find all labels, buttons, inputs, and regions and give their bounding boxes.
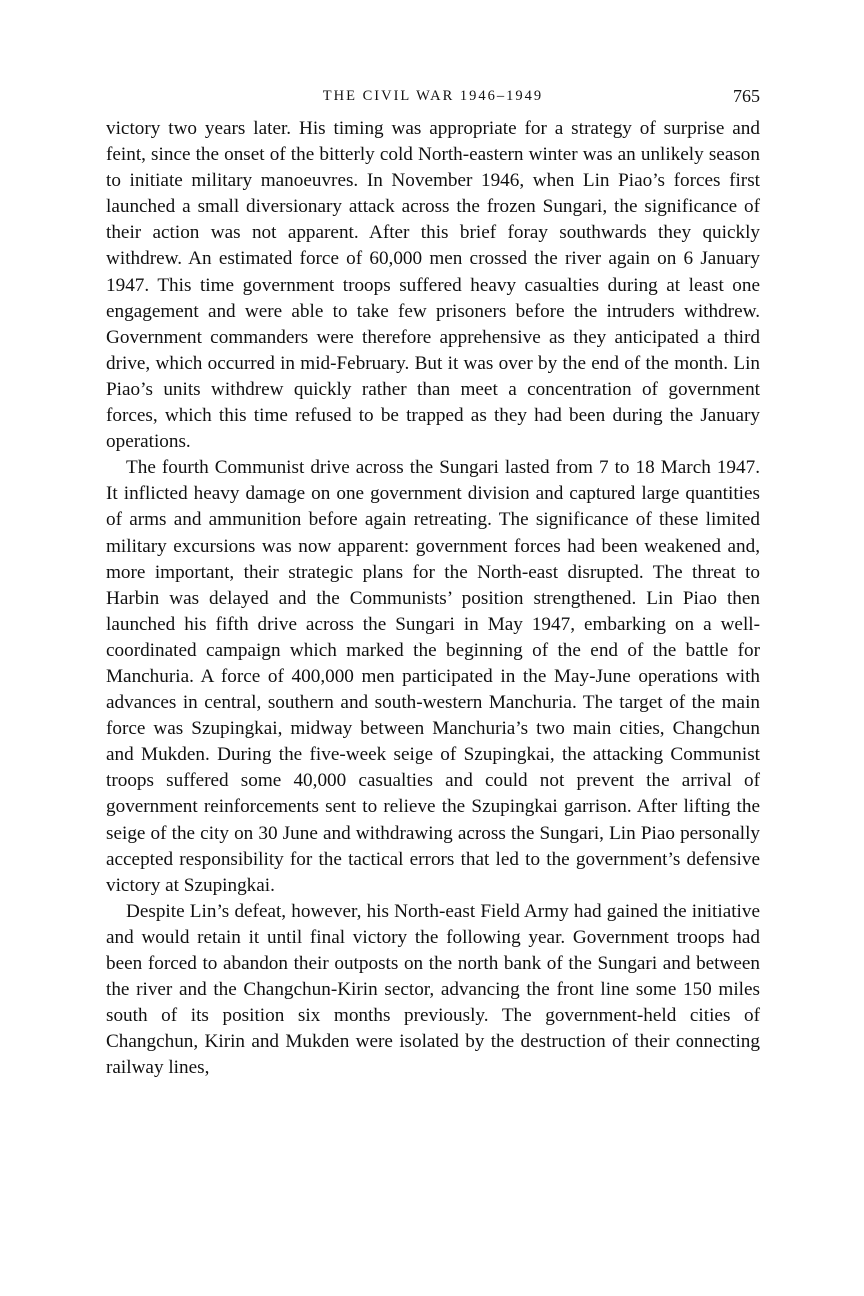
- running-header: [106, 86, 760, 116]
- paragraph: Despite Lin’s defeat, however, his North-east Field Army had gained the initiative and would retain it until final victory the following year. Government troops had been forced to abandon their outposts on the north bank of the Sungari and between the river and the Changchun-Kirin sector, advancing the front line some 150 miles south of its position six months previously. The government-held cities of Changchun, Kirin and Mukden were isolated by the destruction of their connecting railway lines,: [106, 900, 760, 1079]
- paragraph: The fourth Communist drive across the Sungari lasted from 7 to 18 March 1947. It inflicted heavy damage on one government division and captured large quantities of arms and ammunition before again retreating. The significance of these limited military excursions was now apparent: government forces had been weakened and, more important, their strategic plans for the North-east disrupted. The threat to Harbin was delayed and the Communists’ position strengthened. Lin Piao then launched his fifth drive across the Sungari in May 1947, embarking on a well-coordinated campaign which marked the beginning of the end of the battle for Manchuria. A force of 400,000 men participated in the May-June operations with advances in central, southern and south-western Manchuria. The target of the main force was Szupingkai, midway between Manchuria’s two main cities, Changchun and Mukden. During the five-week seige of Szupingkai, the attacking Communist troops suffered some 40,000 casualties and could not prevent the arrival of government reinforcements sent to relieve the Szupingkai garrison. After lifting the seige of the city on 30 June and withdrawing across the Sungari, Lin Piao personally accepted responsibility for the tactical errors that led to the government’s defensive victory at Szupingkai.: [106, 457, 760, 896]
- page-number: 765: [733, 86, 760, 106]
- paragraph-continued: victory two years later. His timing was appropriate for a strategy of surprise and feint, since the onset of the bitterly cold North-eastern winter was an unlikely season to initiate military manoeuvres. In November 1946, when Lin Piao’s forces first launched a small diversionary attack across the frozen Sungari, the significance of their action was not apparent. After this brief foray southwards they quickly withdrew. An estimated force of 60,000 men crossed the river again on 6 January 1947. This time government troops suffered heavy casualties during at least one engagement and were able to take few prisoners before the intruders withdrew. Government commanders were therefore apprehensive as they anticipated a third drive, which occurred in mid-February. But it was over by the end of the month. Lin Piao’s units withdrew quickly rather than meet a concentration of government forces, which this time refused to be trapped as they had been during the January operations.: [106, 118, 760, 453]
- running-title: THE CIVIL WAR 1946–1949: [322, 88, 544, 104]
- body-text: [106, 116, 760, 1081]
- book-page: [106, 86, 760, 1081]
